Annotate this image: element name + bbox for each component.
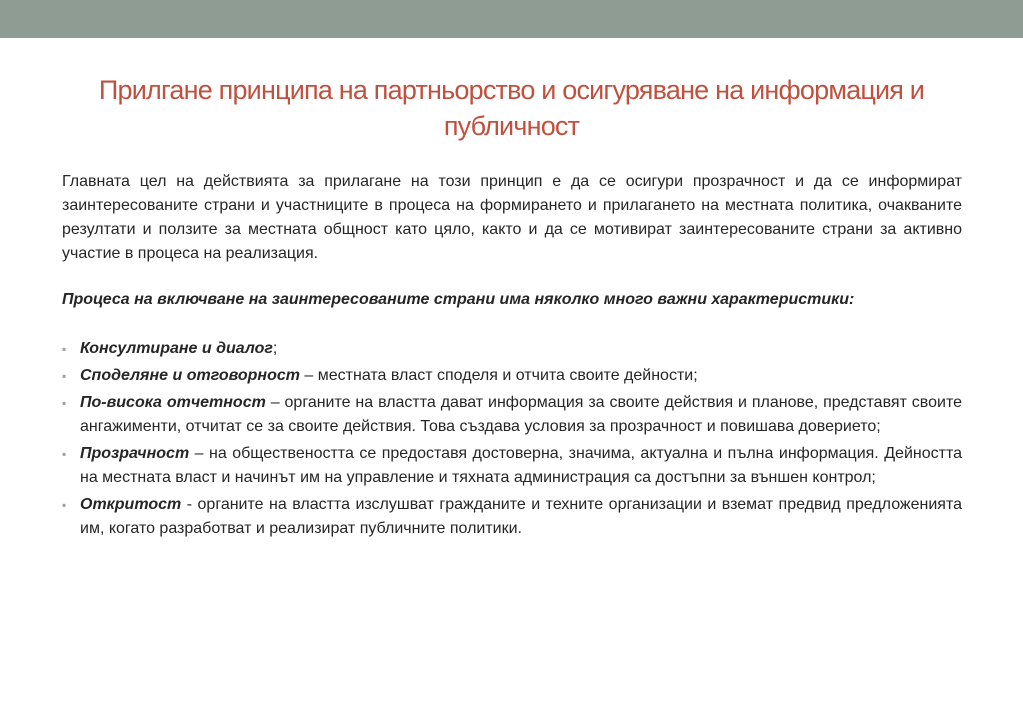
list-item-term: Откритост bbox=[80, 496, 182, 513]
list-item-term: Прозрачност bbox=[80, 445, 190, 462]
top-band bbox=[0, 0, 1023, 38]
list-item bbox=[62, 442, 962, 490]
list-item-text: ; bbox=[272, 340, 278, 357]
list-item-term: По-висока отчетност bbox=[80, 394, 266, 411]
bullet-square-icon: ▪ bbox=[62, 342, 67, 356]
list-item bbox=[62, 337, 962, 361]
slide-title: Прилгане принципа на партньорство и осигуряване на информация и публичност bbox=[98, 75, 925, 141]
bullet-square-icon: ▪ bbox=[62, 447, 67, 461]
list-item bbox=[62, 493, 962, 541]
intro-paragraph: Главната цел на действията за прилагане на този принцип е да се осигури прозрачност и да се информират заинтересованите страни и участниците в процеса на формирането и прилагането на местната политика, очакваните резултати и ползите за местната общност като цяло, както и да се мотивират заинтересованите страни за активно участие в процеса на реализация. bbox=[62, 173, 962, 262]
bullet-square-icon: ▪ bbox=[62, 369, 67, 383]
list-item-text: – органите на властта дават информация за своите действия и планове, представят своите ангажименти, отчитат се за своите действия. Това създава условия за прозрачност и повишава доверието; bbox=[80, 394, 962, 435]
bullet-square-icon: ▪ bbox=[62, 498, 67, 512]
slide-content bbox=[62, 170, 962, 544]
list-item-text: - органите на властта изслушват гражданите и техните организации и вземат предвид предложенията им, когато разработват и реализират публичните политики. bbox=[80, 496, 962, 537]
list-item-term: Консултиране и диалог bbox=[80, 340, 273, 357]
characteristics-heading: Процеса на включване на заинтересованите страни има няколко много важни характеристики: bbox=[62, 291, 855, 308]
characteristics-list bbox=[62, 337, 962, 541]
list-item-text: – на обществеността се предоставя достоверна, значима, актуална и пълна информация. Дейността на местната власт и начинът им на управление и тяхната администрация са достъпни за външен контрол; bbox=[80, 445, 962, 486]
list-item bbox=[62, 364, 962, 388]
list-item bbox=[62, 391, 962, 439]
bullet-square-icon: ▪ bbox=[62, 396, 67, 410]
list-item-term: Споделяне и отговорност bbox=[80, 367, 300, 384]
list-item-text: – местната власт споделя и отчита своите дейности; bbox=[299, 367, 698, 384]
